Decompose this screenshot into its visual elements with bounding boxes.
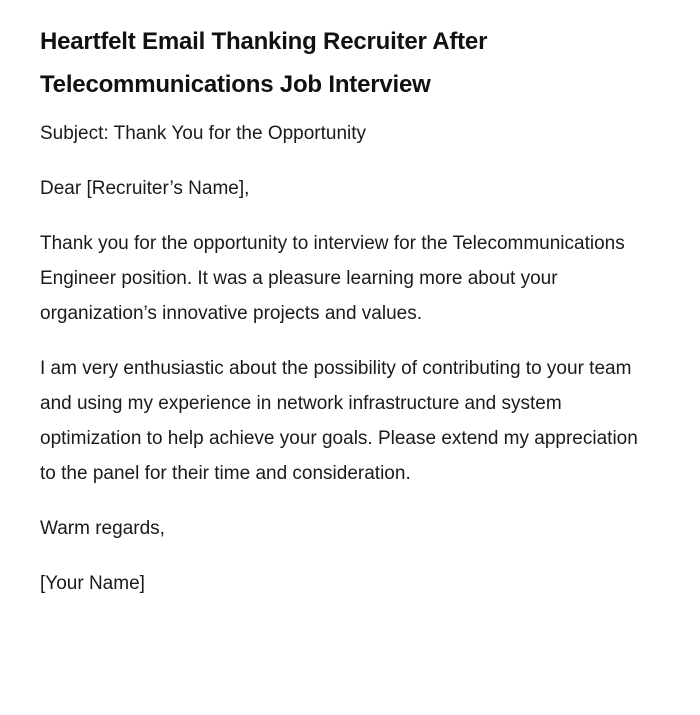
email-subject: Subject: Thank You for the Opportunity <box>40 123 367 144</box>
document-page <box>40 20 640 601</box>
email-greeting: Dear [Recruiter’s Name], <box>40 178 250 199</box>
document-title: Heartfelt Email Thanking Recruiter After Telecommunications Job Interview <box>40 28 488 98</box>
email-closing: Warm regards, <box>40 518 165 539</box>
email-body-paragraph-1: Thank you for the opportunity to interview for the Telecommunications Engineer position. It was a pleasure learning more about your organization’s innovative projects and values. <box>40 233 625 324</box>
email-body-paragraph-2: I am very enthusiastic about the possibility of contributing to your team and using my experience in network infrastructure and system optimization to help achieve your goals. Please extend my appreciation to the panel for their time and consideration. <box>40 358 638 484</box>
email-signature: [Your Name] <box>40 573 145 594</box>
